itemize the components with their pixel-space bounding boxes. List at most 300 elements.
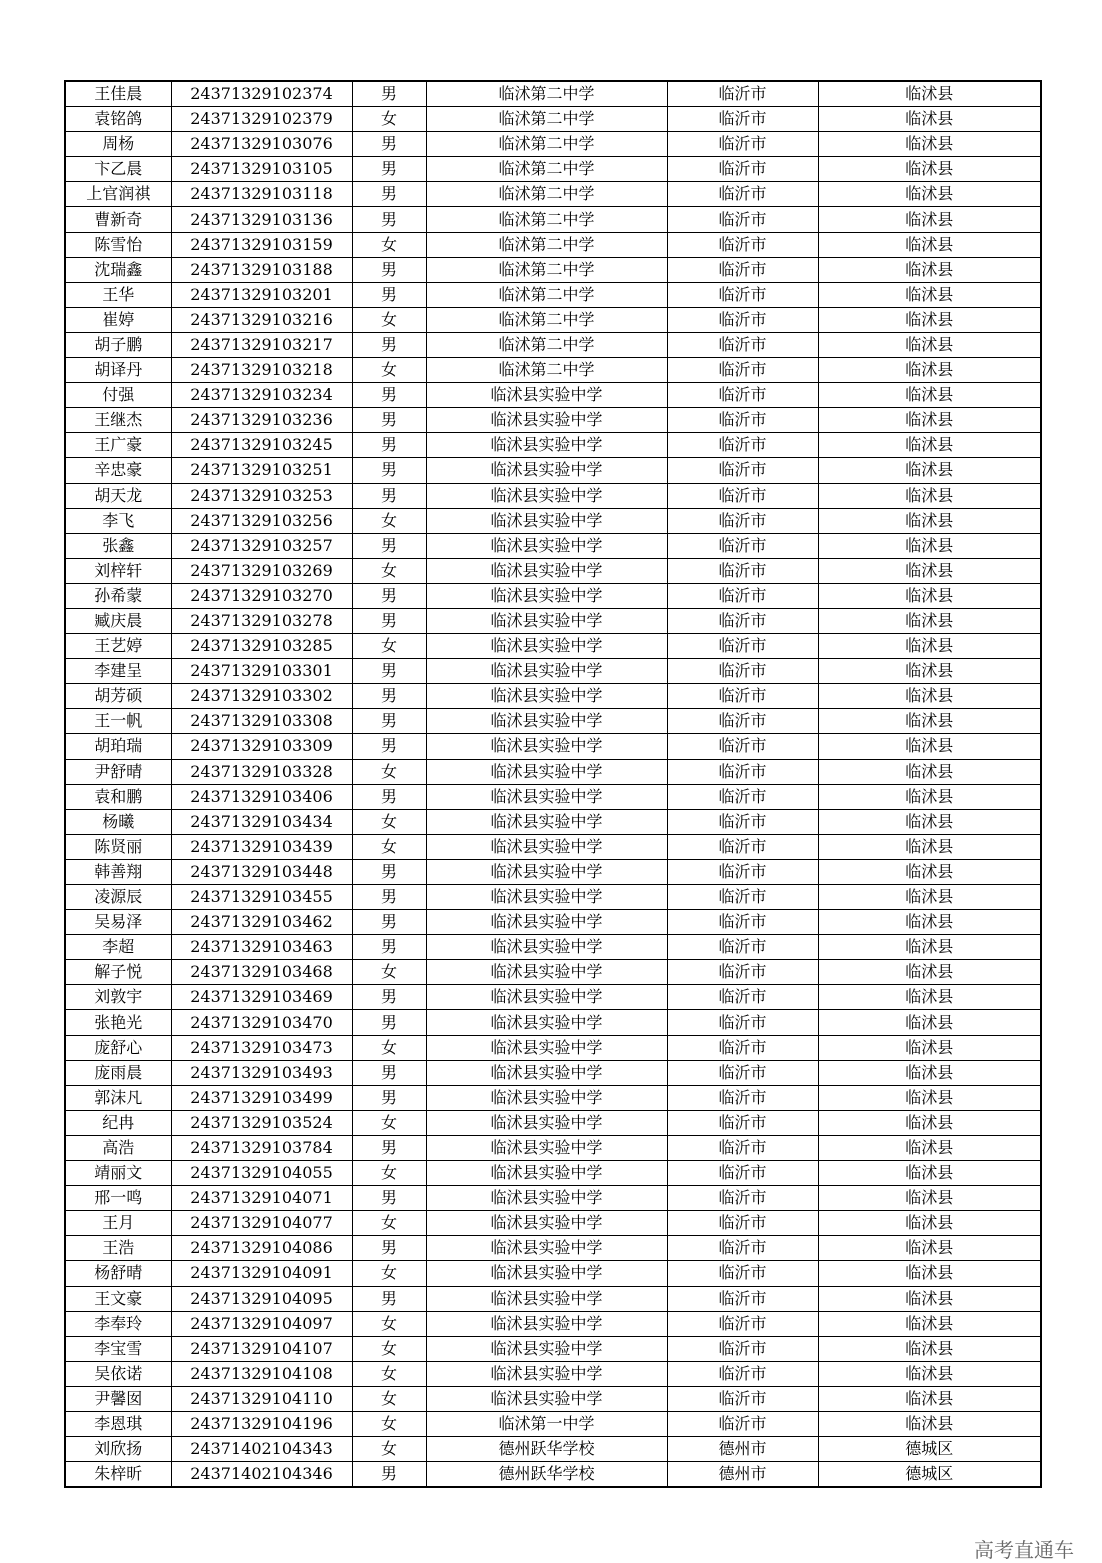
exam-id-cell: 24371329104091 — [171, 1261, 352, 1286]
school-cell: 临沭县实验中学 — [426, 458, 667, 483]
name-cell: 沈瑞鑫 — [65, 257, 171, 282]
county-cell: 临沭县 — [818, 1361, 1041, 1386]
school-cell: 临沭第二中学 — [426, 182, 667, 207]
city-cell: 临沂市 — [667, 408, 818, 433]
table-row — [65, 1060, 1041, 1085]
county-cell: 临沭县 — [818, 132, 1041, 157]
table-row — [65, 1361, 1041, 1386]
city-cell: 临沂市 — [667, 1110, 818, 1135]
school-cell: 临沭第二中学 — [426, 207, 667, 232]
gender-cell: 男 — [352, 408, 426, 433]
name-cell: 王文豪 — [65, 1286, 171, 1311]
student-list-table-container — [64, 80, 1040, 1488]
city-cell: 临沂市 — [667, 458, 818, 483]
name-cell: 刘敦宇 — [65, 985, 171, 1010]
gender-cell: 女 — [352, 1437, 426, 1462]
school-cell: 临沭县实验中学 — [426, 1336, 667, 1361]
gender-cell: 男 — [352, 709, 426, 734]
table-row — [65, 709, 1041, 734]
student-list-table — [64, 80, 1042, 1488]
table-row — [65, 81, 1041, 107]
city-cell: 临沂市 — [667, 332, 818, 357]
table-row — [65, 408, 1041, 433]
exam-id-cell: 24371329103216 — [171, 307, 352, 332]
table-row — [65, 684, 1041, 709]
name-cell: 袁和鹏 — [65, 784, 171, 809]
school-cell: 临沭县实验中学 — [426, 508, 667, 533]
name-cell: 郭沫凡 — [65, 1085, 171, 1110]
name-cell: 李宝雪 — [65, 1336, 171, 1361]
gender-cell: 男 — [352, 132, 426, 157]
city-cell: 临沂市 — [667, 684, 818, 709]
gender-cell: 女 — [352, 307, 426, 332]
name-cell: 胡珀瑞 — [65, 734, 171, 759]
city-cell: 临沂市 — [667, 885, 818, 910]
school-cell: 临沭县实验中学 — [426, 985, 667, 1010]
county-cell: 临沭县 — [818, 1135, 1041, 1160]
county-cell: 临沭县 — [818, 960, 1041, 985]
table-row — [65, 960, 1041, 985]
city-cell: 临沂市 — [667, 634, 818, 659]
gender-cell: 男 — [352, 583, 426, 608]
exam-id-cell: 24371329103462 — [171, 910, 352, 935]
exam-id-cell: 24371329103493 — [171, 1060, 352, 1085]
gender-cell: 男 — [352, 1286, 426, 1311]
table-row — [65, 433, 1041, 458]
city-cell: 临沂市 — [667, 558, 818, 583]
gender-cell: 男 — [352, 1236, 426, 1261]
county-cell: 临沭县 — [818, 608, 1041, 633]
table-row — [65, 1161, 1041, 1186]
county-cell: 临沭县 — [818, 885, 1041, 910]
table-row — [65, 734, 1041, 759]
gender-cell: 男 — [352, 257, 426, 282]
school-cell: 临沭县实验中学 — [426, 1010, 667, 1035]
school-cell: 临沭第二中学 — [426, 107, 667, 132]
table-row — [65, 282, 1041, 307]
table-row — [65, 383, 1041, 408]
name-cell: 庞舒心 — [65, 1035, 171, 1060]
county-cell: 德城区 — [818, 1462, 1041, 1488]
name-cell: 胡芳硕 — [65, 684, 171, 709]
name-cell: 臧庆晨 — [65, 608, 171, 633]
exam-id-cell: 24371329103309 — [171, 734, 352, 759]
school-cell: 临沭县实验中学 — [426, 558, 667, 583]
exam-id-cell: 24371329104071 — [171, 1186, 352, 1211]
county-cell: 临沭县 — [818, 1110, 1041, 1135]
exam-id-cell: 24371402104346 — [171, 1462, 352, 1488]
table-row — [65, 1386, 1041, 1411]
table-row — [65, 1411, 1041, 1436]
exam-id-cell: 24371329103257 — [171, 533, 352, 558]
school-cell: 临沭县实验中学 — [426, 910, 667, 935]
name-cell: 曹新奇 — [65, 207, 171, 232]
county-cell: 临沭县 — [818, 709, 1041, 734]
name-cell: 纪冉 — [65, 1110, 171, 1135]
school-cell: 临沭县实验中学 — [426, 408, 667, 433]
city-cell: 临沂市 — [667, 1035, 818, 1060]
school-cell: 临沭县实验中学 — [426, 1261, 667, 1286]
city-cell: 临沂市 — [667, 734, 818, 759]
school-cell: 临沭县实验中学 — [426, 533, 667, 558]
city-cell: 临沂市 — [667, 583, 818, 608]
gender-cell: 男 — [352, 985, 426, 1010]
table-row — [65, 759, 1041, 784]
gender-cell: 女 — [352, 358, 426, 383]
city-cell: 临沂市 — [667, 1411, 818, 1436]
gender-cell: 男 — [352, 734, 426, 759]
name-cell: 解子悦 — [65, 960, 171, 985]
school-cell: 德州跃华学校 — [426, 1437, 667, 1462]
gender-cell: 男 — [352, 282, 426, 307]
name-cell: 庞雨晨 — [65, 1060, 171, 1085]
county-cell: 临沭县 — [818, 408, 1041, 433]
city-cell: 临沂市 — [667, 508, 818, 533]
school-cell: 临沭县实验中学 — [426, 1311, 667, 1336]
gender-cell: 女 — [352, 1336, 426, 1361]
table-row — [65, 1336, 1041, 1361]
exam-id-cell: 24371329104108 — [171, 1361, 352, 1386]
county-cell: 临沭县 — [818, 1085, 1041, 1110]
name-cell: 王继杰 — [65, 408, 171, 433]
gender-cell: 女 — [352, 1361, 426, 1386]
county-cell: 临沭县 — [818, 1336, 1041, 1361]
school-cell: 临沭县实验中学 — [426, 834, 667, 859]
gender-cell: 男 — [352, 910, 426, 935]
city-cell: 临沂市 — [667, 1336, 818, 1361]
city-cell: 临沂市 — [667, 709, 818, 734]
gender-cell: 女 — [352, 107, 426, 132]
exam-id-cell: 24371329104196 — [171, 1411, 352, 1436]
name-cell: 韩善翔 — [65, 859, 171, 884]
city-cell: 临沂市 — [667, 157, 818, 182]
city-cell: 临沂市 — [667, 282, 818, 307]
name-cell: 王佳晨 — [65, 81, 171, 107]
name-cell: 孙希蒙 — [65, 583, 171, 608]
county-cell: 临沭县 — [818, 659, 1041, 684]
school-cell: 临沭县实验中学 — [426, 709, 667, 734]
table-row — [65, 1135, 1041, 1160]
name-cell: 邢一鸣 — [65, 1186, 171, 1211]
table-row — [65, 834, 1041, 859]
city-cell: 临沂市 — [667, 207, 818, 232]
name-cell: 卞乙晨 — [65, 157, 171, 182]
school-cell: 临沭县实验中学 — [426, 1361, 667, 1386]
city-cell: 德州市 — [667, 1462, 818, 1488]
name-cell: 胡译丹 — [65, 358, 171, 383]
city-cell: 临沂市 — [667, 232, 818, 257]
exam-id-cell: 24371329103234 — [171, 383, 352, 408]
school-cell: 临沭县实验中学 — [426, 483, 667, 508]
city-cell: 临沂市 — [667, 1211, 818, 1236]
county-cell: 临沭县 — [818, 1286, 1041, 1311]
county-cell: 临沭县 — [818, 1261, 1041, 1286]
name-cell: 王华 — [65, 282, 171, 307]
gender-cell: 男 — [352, 483, 426, 508]
school-cell: 临沭县实验中学 — [426, 1286, 667, 1311]
table-row — [65, 859, 1041, 884]
exam-id-cell: 24371329104107 — [171, 1336, 352, 1361]
gender-cell: 男 — [352, 1085, 426, 1110]
gender-cell: 男 — [352, 1462, 426, 1488]
exam-id-cell: 24371329103245 — [171, 433, 352, 458]
exam-id-cell: 24371329103188 — [171, 257, 352, 282]
table-row — [65, 784, 1041, 809]
county-cell: 临沭县 — [818, 910, 1041, 935]
school-cell: 临沭县实验中学 — [426, 809, 667, 834]
gender-cell: 男 — [352, 157, 426, 182]
city-cell: 临沂市 — [667, 1236, 818, 1261]
name-cell: 上官润祺 — [65, 182, 171, 207]
name-cell: 李建呈 — [65, 659, 171, 684]
city-cell: 临沂市 — [667, 1386, 818, 1411]
county-cell: 临沭县 — [818, 383, 1041, 408]
school-cell: 临沭第二中学 — [426, 358, 667, 383]
table-row — [65, 1311, 1041, 1336]
school-cell: 临沭第一中学 — [426, 1411, 667, 1436]
city-cell: 临沂市 — [667, 1361, 818, 1386]
county-cell: 德城区 — [818, 1437, 1041, 1462]
city-cell: 临沂市 — [667, 759, 818, 784]
exam-id-cell: 24371329103473 — [171, 1035, 352, 1060]
table-row — [65, 182, 1041, 207]
gender-cell: 男 — [352, 207, 426, 232]
exam-id-cell: 24371329103285 — [171, 634, 352, 659]
gender-cell: 女 — [352, 1411, 426, 1436]
county-cell: 临沭县 — [818, 1186, 1041, 1211]
name-cell: 陈贤丽 — [65, 834, 171, 859]
name-cell: 李飞 — [65, 508, 171, 533]
city-cell: 临沂市 — [667, 1060, 818, 1085]
table-row — [65, 332, 1041, 357]
table-row — [65, 558, 1041, 583]
school-cell: 临沭县实验中学 — [426, 859, 667, 884]
county-cell: 临沭县 — [818, 935, 1041, 960]
exam-id-cell: 24371329103470 — [171, 1010, 352, 1035]
county-cell: 临沭县 — [818, 759, 1041, 784]
county-cell: 临沭县 — [818, 232, 1041, 257]
name-cell: 张艳光 — [65, 1010, 171, 1035]
name-cell: 李超 — [65, 935, 171, 960]
county-cell: 临沭县 — [818, 1411, 1041, 1436]
gender-cell: 女 — [352, 759, 426, 784]
table-row — [65, 1437, 1041, 1462]
exam-id-cell: 24371329104055 — [171, 1161, 352, 1186]
gender-cell: 男 — [352, 383, 426, 408]
table-row — [65, 132, 1041, 157]
city-cell: 临沂市 — [667, 81, 818, 107]
gender-cell: 男 — [352, 81, 426, 107]
school-cell: 临沭县实验中学 — [426, 784, 667, 809]
school-cell: 临沭第二中学 — [426, 81, 667, 107]
exam-id-cell: 24371329103469 — [171, 985, 352, 1010]
city-cell: 临沂市 — [667, 1311, 818, 1336]
name-cell: 刘梓轩 — [65, 558, 171, 583]
city-cell: 临沂市 — [667, 910, 818, 935]
exam-id-cell: 24371329102379 — [171, 107, 352, 132]
school-cell: 德州跃华学校 — [426, 1462, 667, 1488]
name-cell: 凌源辰 — [65, 885, 171, 910]
gender-cell: 女 — [352, 1386, 426, 1411]
table-row — [65, 257, 1041, 282]
school-cell: 临沭县实验中学 — [426, 759, 667, 784]
table-row — [65, 910, 1041, 935]
exam-id-cell: 24371329104086 — [171, 1236, 352, 1261]
city-cell: 临沂市 — [667, 433, 818, 458]
gender-cell: 女 — [352, 1161, 426, 1186]
exam-id-cell: 24371329103499 — [171, 1085, 352, 1110]
school-cell: 临沭县实验中学 — [426, 734, 667, 759]
gender-cell: 女 — [352, 1035, 426, 1060]
table-row — [65, 583, 1041, 608]
county-cell: 临沭县 — [818, 182, 1041, 207]
city-cell: 临沂市 — [667, 1261, 818, 1286]
table-row — [65, 1085, 1041, 1110]
name-cell: 尹舒晴 — [65, 759, 171, 784]
name-cell: 李恩琪 — [65, 1411, 171, 1436]
city-cell: 临沂市 — [667, 960, 818, 985]
table-row — [65, 634, 1041, 659]
table-row — [65, 508, 1041, 533]
city-cell: 临沂市 — [667, 608, 818, 633]
exam-id-cell: 24371329103524 — [171, 1110, 352, 1135]
name-cell: 刘欣扬 — [65, 1437, 171, 1462]
table-row — [65, 533, 1041, 558]
county-cell: 临沭县 — [818, 81, 1041, 107]
name-cell: 朱梓昕 — [65, 1462, 171, 1488]
exam-id-cell: 24371329103301 — [171, 659, 352, 684]
school-cell: 临沭县实验中学 — [426, 1236, 667, 1261]
exam-id-cell: 24371329103201 — [171, 282, 352, 307]
name-cell: 高浩 — [65, 1135, 171, 1160]
county-cell: 临沭县 — [818, 558, 1041, 583]
gender-cell: 男 — [352, 433, 426, 458]
exam-id-cell: 24371329103269 — [171, 558, 352, 583]
table-row — [65, 1186, 1041, 1211]
county-cell: 临沭县 — [818, 634, 1041, 659]
exam-id-cell: 24371329103439 — [171, 834, 352, 859]
table-row — [65, 935, 1041, 960]
name-cell: 付强 — [65, 383, 171, 408]
name-cell: 辛忠豪 — [65, 458, 171, 483]
table-row — [65, 1286, 1041, 1311]
name-cell: 袁铭鸽 — [65, 107, 171, 132]
county-cell: 临沭县 — [818, 1386, 1041, 1411]
city-cell: 临沂市 — [667, 132, 818, 157]
gender-cell: 女 — [352, 1110, 426, 1135]
county-cell: 临沭县 — [818, 985, 1041, 1010]
table-row — [65, 358, 1041, 383]
gender-cell: 女 — [352, 558, 426, 583]
county-cell: 临沭县 — [818, 1236, 1041, 1261]
name-cell: 李奉玲 — [65, 1311, 171, 1336]
county-cell: 临沭县 — [818, 157, 1041, 182]
exam-id-cell: 24371329103136 — [171, 207, 352, 232]
gender-cell: 男 — [352, 659, 426, 684]
county-cell: 临沭县 — [818, 1161, 1041, 1186]
county-cell: 临沭县 — [818, 1060, 1041, 1085]
city-cell: 临沂市 — [667, 307, 818, 332]
county-cell: 临沭县 — [818, 859, 1041, 884]
gender-cell: 女 — [352, 809, 426, 834]
school-cell: 临沭第二中学 — [426, 257, 667, 282]
table-row — [65, 1035, 1041, 1060]
school-cell: 临沭县实验中学 — [426, 634, 667, 659]
school-cell: 临沭县实验中学 — [426, 684, 667, 709]
school-cell: 临沭县实验中学 — [426, 1085, 667, 1110]
city-cell: 临沂市 — [667, 107, 818, 132]
county-cell: 临沭县 — [818, 282, 1041, 307]
name-cell: 尹馨囡 — [65, 1386, 171, 1411]
gender-cell: 男 — [352, 458, 426, 483]
gender-cell: 男 — [352, 684, 426, 709]
gender-cell: 男 — [352, 1060, 426, 1085]
exam-id-cell: 24371329103251 — [171, 458, 352, 483]
school-cell: 临沭县实验中学 — [426, 1211, 667, 1236]
county-cell: 临沭县 — [818, 107, 1041, 132]
city-cell: 临沂市 — [667, 985, 818, 1010]
exam-id-cell: 24371329103448 — [171, 859, 352, 884]
county-cell: 临沭县 — [818, 809, 1041, 834]
table-row — [65, 1010, 1041, 1035]
school-cell: 临沭县实验中学 — [426, 433, 667, 458]
gender-cell: 男 — [352, 859, 426, 884]
name-cell: 崔婷 — [65, 307, 171, 332]
table-row — [65, 1110, 1041, 1135]
name-cell: 张鑫 — [65, 533, 171, 558]
table-row — [65, 985, 1041, 1010]
school-cell: 临沭县实验中学 — [426, 659, 667, 684]
gender-cell: 男 — [352, 1010, 426, 1035]
table-row — [65, 885, 1041, 910]
exam-id-cell: 24371329104097 — [171, 1311, 352, 1336]
school-cell: 临沭县实验中学 — [426, 1161, 667, 1186]
school-cell: 临沭县实验中学 — [426, 583, 667, 608]
county-cell: 临沭县 — [818, 784, 1041, 809]
gender-cell: 女 — [352, 834, 426, 859]
city-cell: 临沂市 — [667, 1085, 818, 1110]
school-cell: 临沭第二中学 — [426, 157, 667, 182]
city-cell: 临沂市 — [667, 834, 818, 859]
table-row — [65, 232, 1041, 257]
school-cell: 临沭县实验中学 — [426, 1035, 667, 1060]
city-cell: 临沂市 — [667, 859, 818, 884]
school-cell: 临沭县实验中学 — [426, 608, 667, 633]
name-cell: 胡天龙 — [65, 483, 171, 508]
table-row — [65, 157, 1041, 182]
exam-id-cell: 24371329104110 — [171, 1386, 352, 1411]
school-cell: 临沭县实验中学 — [426, 1135, 667, 1160]
exam-id-cell: 24371329103256 — [171, 508, 352, 533]
name-cell: 王月 — [65, 1211, 171, 1236]
city-cell: 临沂市 — [667, 1135, 818, 1160]
exam-id-cell: 24371329103308 — [171, 709, 352, 734]
county-cell: 临沭县 — [818, 508, 1041, 533]
exam-id-cell: 24371329103784 — [171, 1135, 352, 1160]
school-cell: 临沭县实验中学 — [426, 1110, 667, 1135]
table-row — [65, 1211, 1041, 1236]
county-cell: 临沭县 — [818, 458, 1041, 483]
exam-id-cell: 24371329103217 — [171, 332, 352, 357]
exam-id-cell: 24371329103328 — [171, 759, 352, 784]
county-cell: 临沭县 — [818, 483, 1041, 508]
gender-cell: 女 — [352, 1261, 426, 1286]
city-cell: 临沂市 — [667, 533, 818, 558]
name-cell: 王艺婷 — [65, 634, 171, 659]
exam-id-cell: 24371329103159 — [171, 232, 352, 257]
school-cell: 临沭县实验中学 — [426, 960, 667, 985]
county-cell: 临沭县 — [818, 1211, 1041, 1236]
